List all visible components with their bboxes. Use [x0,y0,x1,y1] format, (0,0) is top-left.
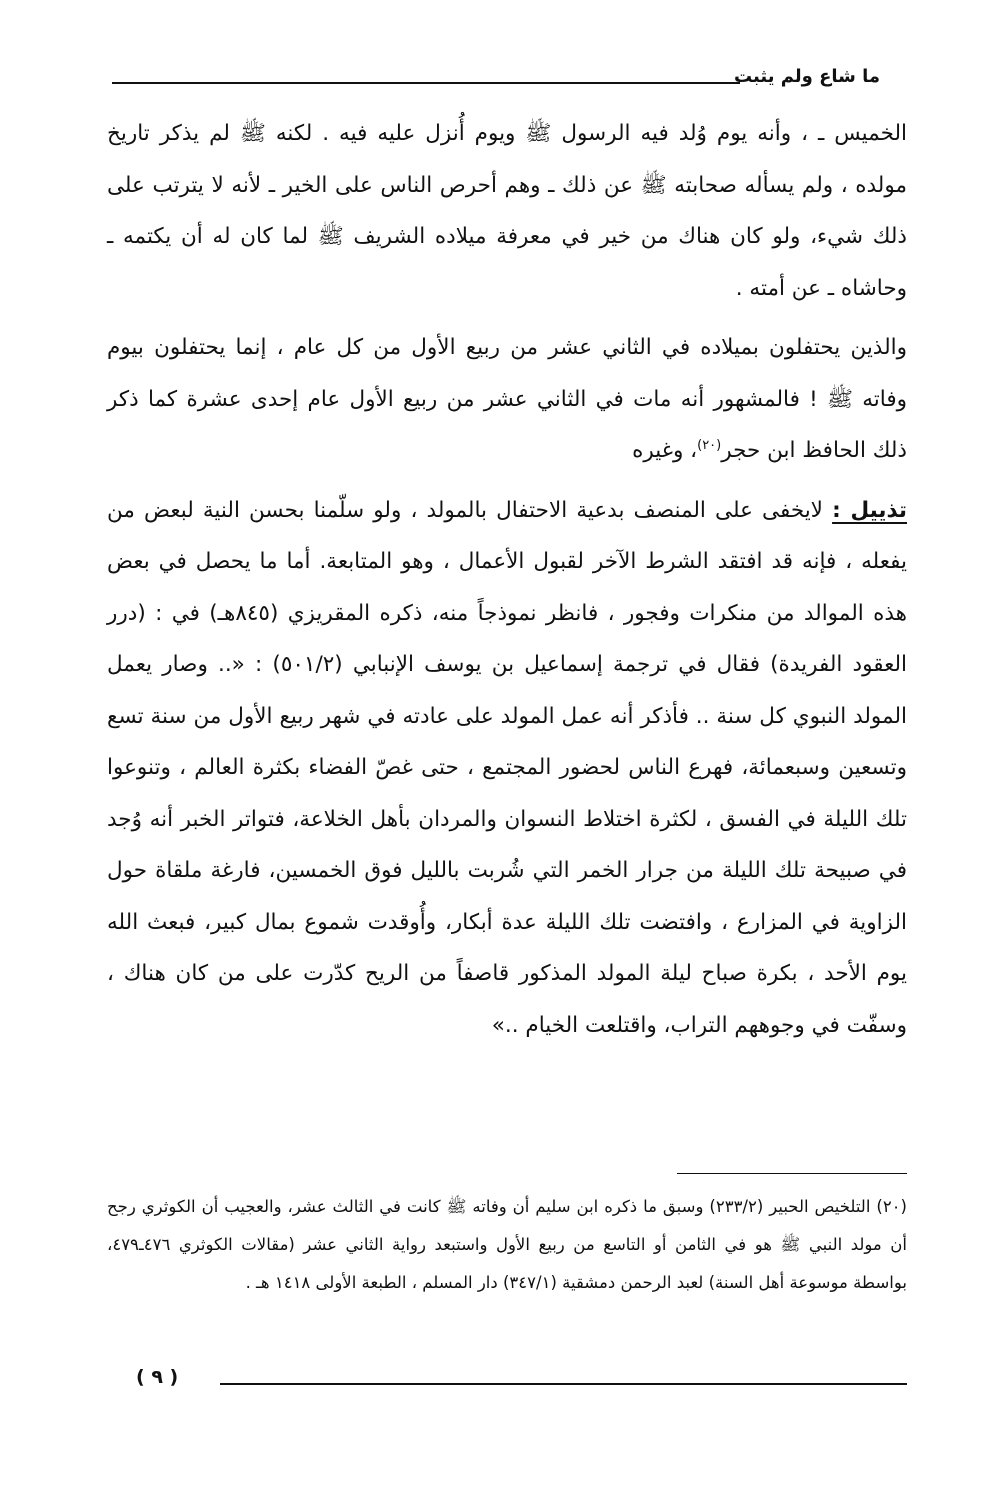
footnote-marker: (٢٠) [697,437,722,453]
tadhyeel-paragraph [107,485,907,1052]
page-footer [112,1366,907,1396]
page-number: ( ٩ ) [136,1366,179,1388]
footer-rule [220,1383,907,1385]
paragraph-2-tail: ، وغيره [632,438,698,463]
tadhyeel-label: تذييل : [832,497,907,523]
footnote: (٢٠) التلخيص الحبير (٢٣٣/٢) وسبق ما ذكره ابن سليم أن وفاته ﷺ كانت في الثالث عشر، والعجيب أن الكوثري رجح أن مولد النبي ﷺ هو في الثامن أو التاسع من ربيع الأول واستبعد رواية الثاني عشر (مقالات الكوثري ٤٧٦ـ٤٧٩، بواسطة موسوعة أهل السنة) لعبد الرحمن دمشقية (٣٤٧/١) دار المسلم ، الطبعة الأولى ١٤١٨ هـ . [107,1197,907,1292]
tadhyeel-text: لايخفى على المنصف بدعية الاحتفال بالمولد ، ولو سلّمنا بحسن النية لبعض من يفعله ، فإنه قد افتقد الشرط الآخر لقبول الأعمال ، وهو المتابعة. أما ما يحصل في بعض هذه الموالد من منكرات وفجور ، فانظر نموذجاً منه، ذكره المقريزي (٨٤٥هـ) في : (درر العقود الفريدة) فقال في ترجمة إسماعيل بن يوسف الإنبابي (٥٠١/٢) : «.. وصار يعمل المولد النبوي كل سنة .. فأذكر أنه عمل المولد على عادته في شهر ربيع الأول من سنة تسع وتسعين وسبعمائة، فهرع الناس لحضور المجتمع ، حتى غصّ الفضاء بكثرة العالم ، وتنوعوا تلك الليلة في الفسق ، لكثرة اختلاط النسوان والمردان بأهل الخلاعة، فتواتر الخبر أنه وُجد في صبيحة تلك الليلة من جرار الخمر التي شُربت بالليل فوق الخمسين، فارغة ملقاة حول الزاوية في المزارع ، وافتضت تلك الليلة عدة أبكار، وأُوقدت شموع بمال كبير، فبعث الله يوم الأحد ، بكرة صباح ليلة المولد المذكور قاصفاً من الريح كدّرت على من كان هناك ، وسفّت في وجوههم التراب، واقتلعت الخيام ..» [107,497,907,1038]
paragraph-1: الخميس ـ ، وأنه يوم وُلد فيه الرسول ﷺ ويوم أُنزل عليه فيه . لكنه ﷺ لم يذكر تاريخ مولده ، ولم يسأله صحابته ﷺ عن ذلك ـ وهم أحرص الناس على الخير ـ لأنه لا يترتب على ذلك شيء، ولو كان هناك من خير في معرفة ميلاده الشريف ﷺ لما كان له أن يكتمه ـ وحاشاه ـ عن أمته . [107,121,907,301]
header-rule [112,82,740,84]
paragraph-2 [107,322,907,477]
main-text [107,108,907,1051]
footnote-rule [677,1173,907,1174]
paragraph-2-text: والذين يحتفلون بميلاده في الثاني عشر من ربيع الأول من كل عام ، إنما يحتفلون بيوم وفاته ﷺ ! فالمشهور أنه مات في الثاني عشر من ربيع الأول عام إحدى عشرة كما ذكر ذلك الحافظ ابن حجر [107,335,907,463]
running-header [112,62,880,92]
running-title: ما شاع ولم يثبت [733,66,880,87]
